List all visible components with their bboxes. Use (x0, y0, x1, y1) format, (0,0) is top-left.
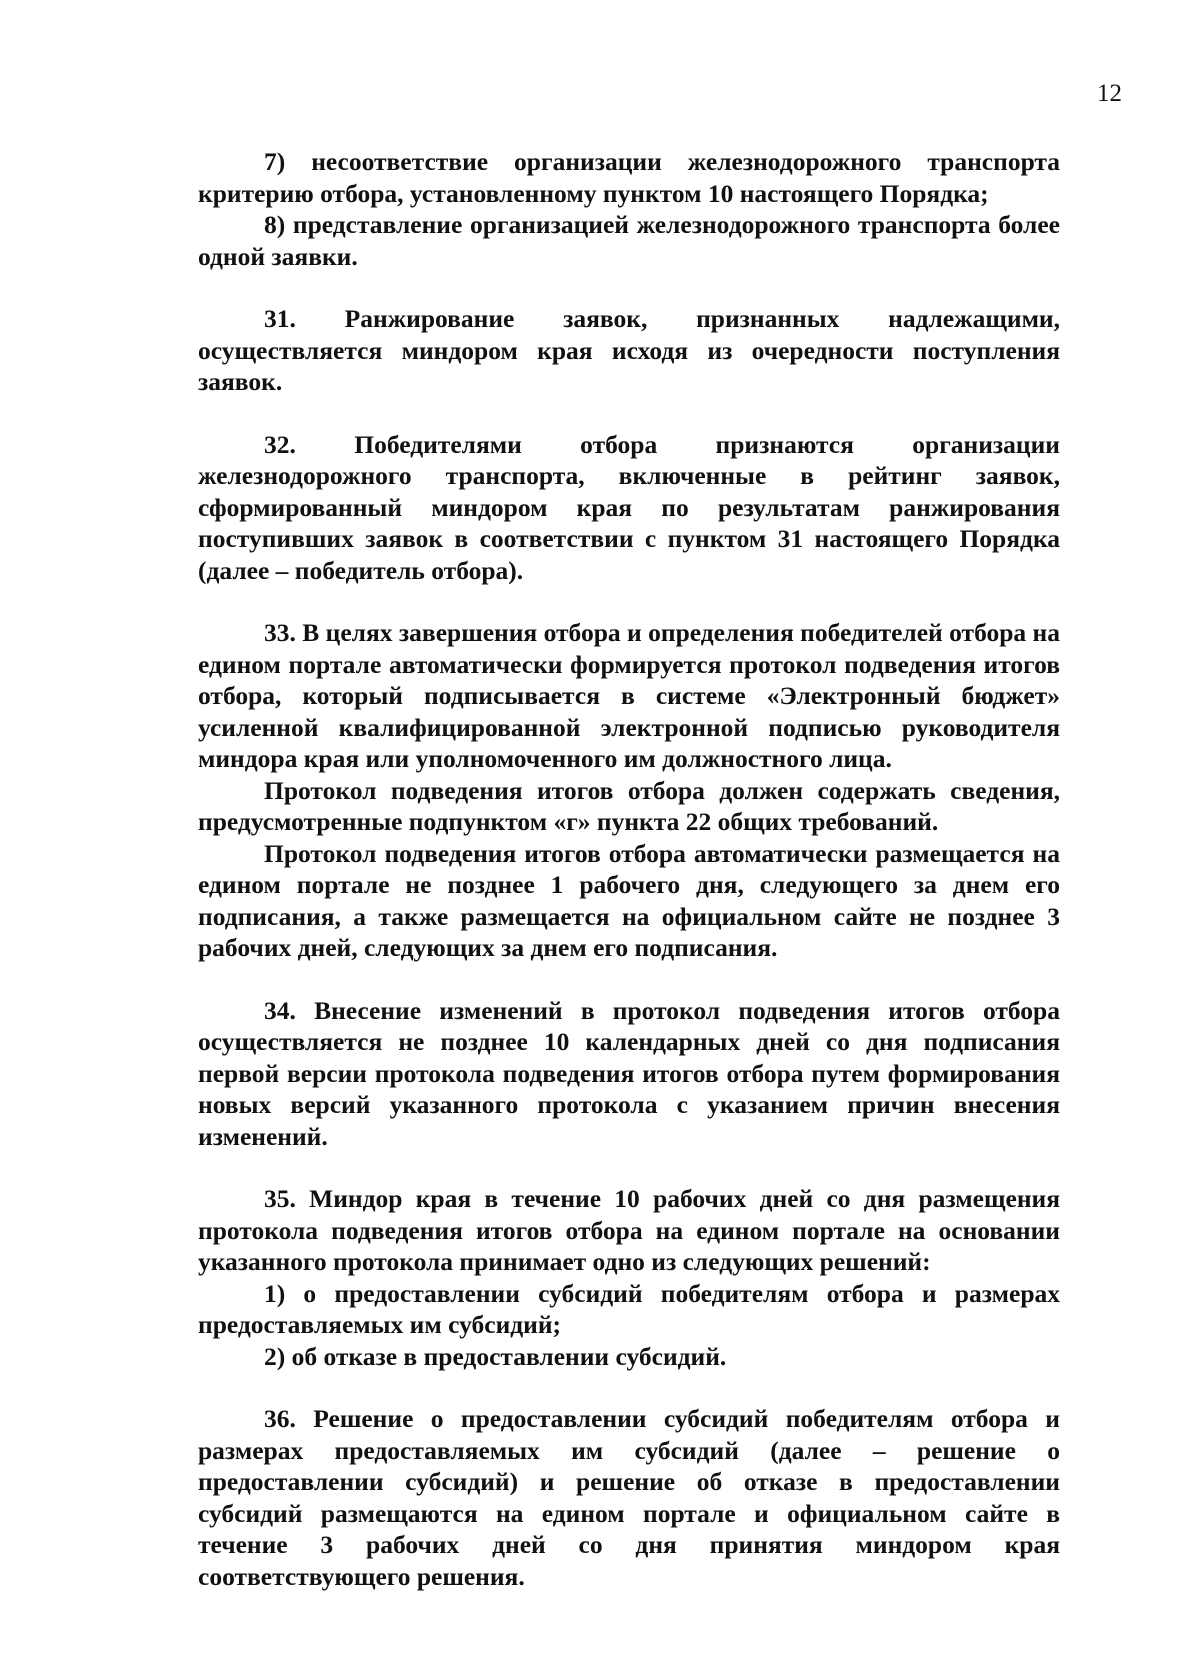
paragraph: 32. Победителями отбора признаются организации железнодорожного транспорта, включенные в рейтинг заявок, сформированный миндором края по результатам ранжирования поступивших заявок в соответствии с пунктом 31 настоящего Порядка (далее – победитель отбора). (198, 429, 1060, 585)
paragraph-gap (198, 1152, 1060, 1183)
paragraph-gap (198, 398, 1060, 429)
section-31 (198, 303, 1060, 398)
document-body (198, 0, 1060, 1592)
page-number: 12 (1097, 80, 1122, 107)
section-36 (198, 1403, 1060, 1592)
paragraph: 2) об отказе в предоставлении субсидий. (264, 1341, 727, 1371)
paragraph: 31. Ранжирование заявок, признанных надлежащими, осуществляется миндором края исходя из очередности поступления заявок. (198, 304, 1060, 396)
section-33 (198, 617, 1060, 964)
paragraph-gap (198, 964, 1060, 995)
list-item-7 (198, 146, 1060, 209)
section-32 (198, 429, 1060, 587)
paragraph: 8) представление организацией железнодорожного транспорта более одной заявки. (198, 210, 1060, 271)
paragraph: 35. Миндор края в течение 10 рабочих дней со дня размещения протокола подведения итогов отбора на едином портале на основании указанного протокола принимает одно из следующих решений: (198, 1184, 1060, 1276)
paragraph: 7) несоответствие организации железнодорожного транспорта критерию отбора, установленному пунктом 10 настоящего Порядка; (198, 147, 1060, 208)
section-35 (198, 1183, 1060, 1372)
paragraph-gap (198, 272, 1060, 303)
paragraph-gap (198, 1372, 1060, 1403)
paragraph: Протокол подведения итогов отбора должен содержать сведения, предусмотренные подпунктом «г» пункта 22 общих требований. (198, 775, 1060, 836)
paragraph: 33. В целях завершения отбора и определения победителей отбора на едином портале автоматически формируется протокол подведения итогов отбора, который подписывается в системе «Электронный бюджет» усиленной квалифицированной электронной подписью руководителя миндора края или уполномоченного им должностного лица. (198, 618, 1060, 773)
paragraph: 1) о предоставлении субсидий победителям отбора и размерах предоставляемых им субсидий; (198, 1278, 1060, 1339)
section-34 (198, 995, 1060, 1153)
list-item-8 (198, 209, 1060, 272)
paragraph: 36. Решение о предоставлении субсидий победителям отбора и размерах предоставляемых им субсидий (далее – решение о предоставлении субсидий) и решение об отказе в предоставлении субсидий размещаются на едином портале и официальном сайте в течение 3 рабочих дней со дня принятия миндором края соответствующего решения. (198, 1404, 1060, 1591)
paragraph: 34. Внесение изменений в протокол подведения итогов отбора осуществляется не позднее 10 календарных дней со дня подписания первой версии протокола подведения итогов отбора путем формирования новых версий указанного протокола с указанием причин внесения изменений. (198, 995, 1060, 1151)
paragraph: Протокол подведения итогов отбора автоматически размещается на едином портале не позднее 1 рабочего дня, следующего за днем его подписания, а также размещается на официальном сайте не позднее 3 рабочих дней, следующих за днем его подписания. (198, 838, 1060, 962)
paragraph-gap (198, 586, 1060, 617)
